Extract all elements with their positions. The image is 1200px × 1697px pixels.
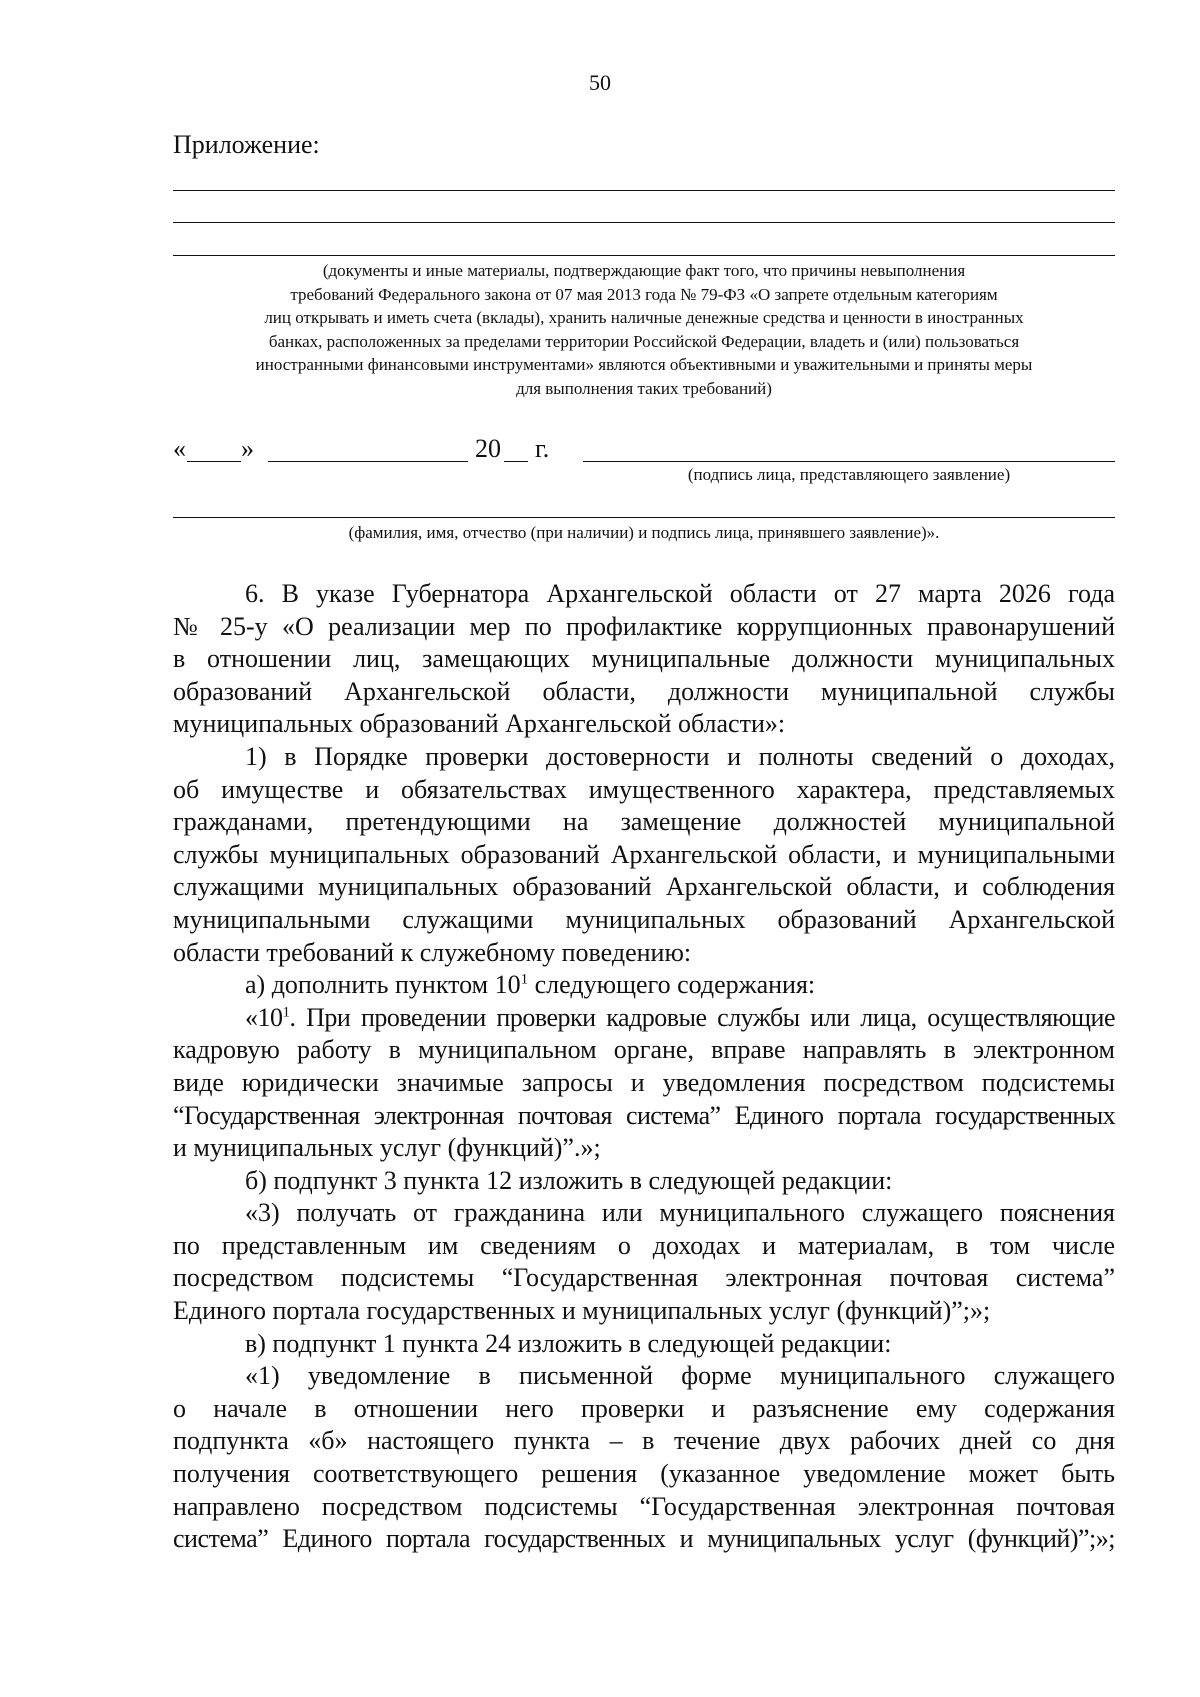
year-blank: [504, 461, 528, 462]
text-fragment: «10: [245, 1002, 283, 1032]
text-fragment: . При проведении проверки кадровые службы или лица, осуществляющие: [289, 1002, 1115, 1032]
documents-note-line: (документы и иные материалы, подтверждающие факт того, что причины невыполнения: [322, 261, 966, 280]
documents-note-line: банках, расположенных за пределами территории Российской Федерации, владеть и (или) пользоваться: [268, 331, 1020, 351]
text-line: подпункта «б» настоящего пункта – в течение двух рабочих дней со дня: [173, 1426, 1115, 1456]
documents-note: [173, 259, 1115, 400]
date-open-quote: «: [173, 434, 186, 463]
text-line: № 25-у «О реализации мер по профилактике коррупционных правонарушений: [173, 611, 1115, 641]
appendix-label: Приложение:: [173, 130, 320, 159]
text-line: получения соответствующего решения (указанное уведомление может быть: [173, 1459, 1115, 1489]
text-line: б) подпункт 3 пункта 12 изложить в следующей редакции:: [245, 1165, 893, 1195]
text-line: “Государственная электронная почтовая система” Единого портала государственных: [173, 1100, 1115, 1130]
text-line: 1) в Порядке проверки достоверности и полноты сведений о доходах,: [245, 741, 1115, 771]
text-line: [173, 1002, 1115, 1035]
text-line: в отношении лиц, замещающих муниципальные должности муниципальных: [173, 644, 1115, 674]
text-line: области требований к служебному поведению:: [173, 937, 692, 967]
signature-caption: (подпись лица, представляющего заявление): [687, 465, 1011, 484]
month-blank: [268, 461, 468, 462]
text-line: служащими муниципальных образований Архангельской области, и соблюдения: [173, 872, 1115, 902]
page-number: 50: [589, 70, 611, 95]
text-line: муниципальными служащими муниципальных образований Архангельской: [173, 904, 1115, 934]
documents-note-line: для выполнения таких требований): [516, 378, 772, 398]
text-line: и муниципальных услуг (функций)”.»;: [173, 1133, 601, 1163]
text-line: по представленным им сведениям о доходах и материалам, в том числе: [173, 1230, 1115, 1260]
text-line: направлено посредством подсистемы “Государственная электронная почтовая: [173, 1491, 1115, 1521]
text-line: муниципальных образований Архангельской области»:: [173, 709, 786, 739]
year-prefix: 20: [475, 434, 501, 463]
text-line: Единого портала государственных и муниципальных услуг (функций)”;»;: [173, 1296, 991, 1326]
documents-note-line: лиц открывать и иметь счета (вклады), хранить наличные денежные средства и ценности в иностранных: [264, 308, 1024, 327]
day-blank: [187, 461, 241, 462]
appendix-line-3: [173, 255, 1115, 256]
text-line: о начале в отношении него проверки и разъяснение ему содержания: [173, 1393, 1115, 1423]
text-fragment: следующего содержания:: [528, 970, 816, 1000]
superscript: 1: [520, 971, 529, 988]
date-close-quote: »: [241, 434, 254, 463]
text-line: службы муниципальных образований Архангельской области, и муниципальными: [173, 839, 1115, 869]
text-fragment: а) дополнить пунктом 10: [245, 970, 521, 1000]
text-line: в) подпункт 1 пункта 24 изложить в следующей редакции:: [245, 1328, 892, 1358]
main-text: [173, 578, 1115, 1556]
text-line: «3) получать от гражданина или муниципального служащего пояснения: [245, 1198, 1115, 1228]
text-line: посредством подсистемы “Государственная электронная почтовая система”: [173, 1263, 1115, 1293]
documents-note-line: иностранными финансовыми инструментами» являются объективными и уважительными и приняты меры: [255, 355, 1033, 374]
appendix-line-2: [173, 222, 1115, 223]
receiver-caption: (фамилия, имя, отчество (при наличии) и подпись лица, принявшего заявление)».: [348, 523, 940, 542]
text-line: образований Архангельской области, должности муниципальной службы: [173, 676, 1115, 706]
text-line: «1) уведомление в письменной форме муниципального служащего: [245, 1361, 1115, 1391]
text-line: виде юридически значимые запросы и уведомления посредством подсистемы: [173, 1067, 1115, 1097]
text-line: система” Единого портала государственных и муниципальных услуг (функций)”;»;: [173, 1524, 1115, 1554]
text-line: гражданами, претендующими на замещение должностей муниципальной: [173, 807, 1115, 837]
text-line: об имуществе и обязательствах имущественного характера, представляемых: [173, 774, 1115, 804]
documents-note-line: требований Федерального закона от 07 мая 2013 года № 79-ФЗ «О запрете отдельным категориям: [290, 284, 998, 304]
text-line: 6. В указе Губернатора Архангельской области от 27 марта 2026 года: [245, 579, 1115, 608]
text-line: кадровую работу в муниципальном органе, вправе направлять в электронном: [173, 1035, 1115, 1065]
receiver-line: [173, 517, 1115, 518]
year-suffix: г.: [535, 434, 550, 463]
appendix-line-1: [173, 190, 1115, 191]
superscript: 1: [282, 1004, 290, 1021]
signature-blank: [583, 461, 1115, 462]
text-line: [173, 969, 1115, 1002]
